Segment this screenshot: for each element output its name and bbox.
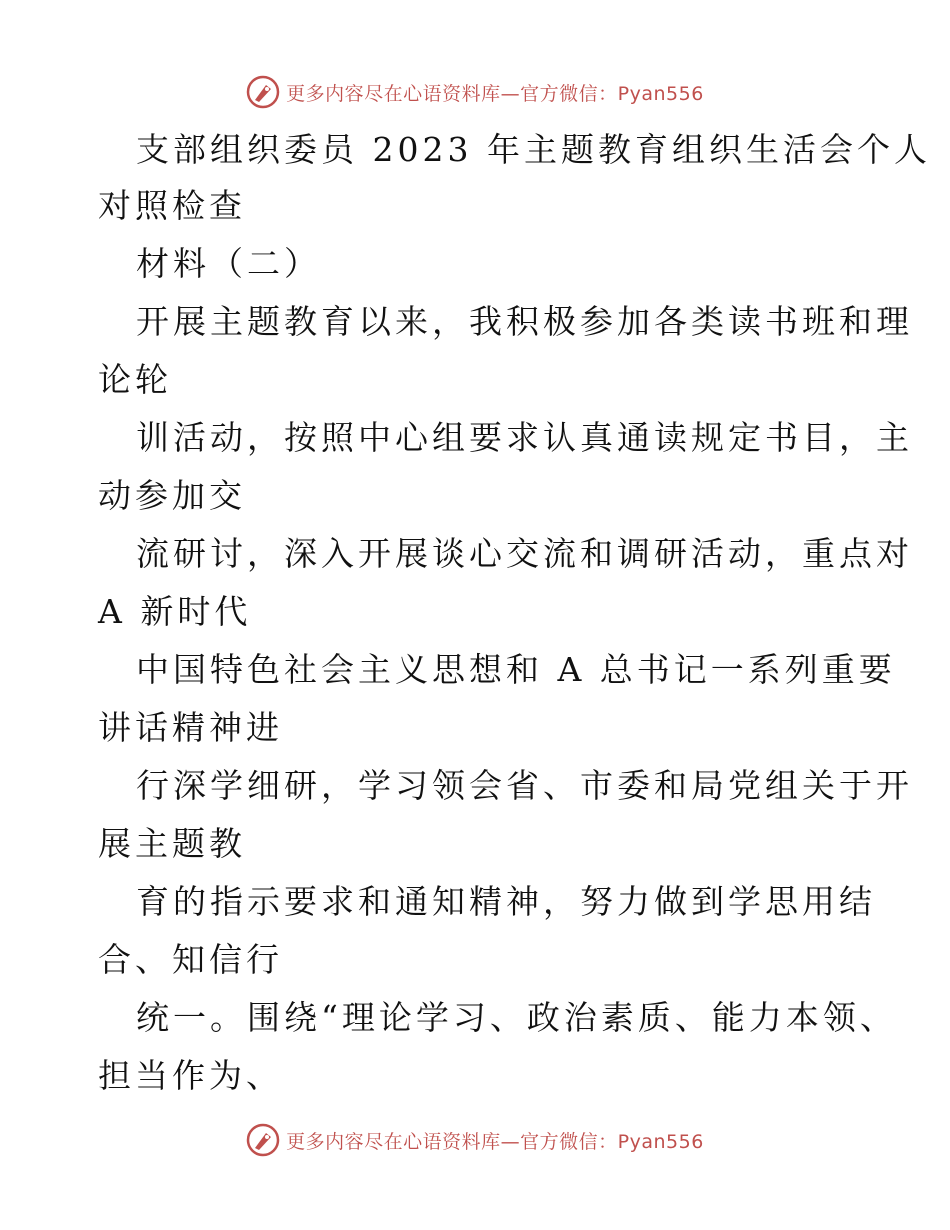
doc-line-title-3: 材料（二） [136,244,321,283]
doc-line: 合、知信行 [98,940,283,979]
wechat-id: Pyan556 [617,1130,704,1153]
doc-line: 担当作为、 [98,1056,283,1095]
doc-line: A 新时代 [98,592,252,631]
pen-nib-logo-icon [246,1123,280,1157]
pen-nib-logo-icon [246,75,280,109]
header-watermark [0,72,950,112]
doc-line-title-1: 支部组织委员 2023 年主题教育组织生活会个人 [136,130,931,169]
doc-line: 育的指示要求和通知精神，努力做到学思用结 [136,882,876,921]
doc-line: 流研讨，深入开展谈心交流和调研活动，重点对 [136,534,913,573]
watermark-text: 更多内容尽在心语资料库—官方微信：Pyan556 [286,1130,704,1153]
doc-line: 统一。围绕“理论学习、政治素质、能力本领、 [136,998,897,1037]
watermark-text: 更多内容尽在心语资料库—官方微信：Pyan556 [286,82,704,105]
doc-line: 开展主题教育以来，我积极参加各类读书班和理 [136,302,913,341]
doc-line-title-2: 对照检查 [98,186,246,225]
doc-line: 论轮 [98,360,172,399]
wechat-id: Pyan556 [617,82,704,105]
doc-line: 中国特色社会主义思想和 A 总书记一系列重要 [136,650,896,689]
footer-watermark [0,1120,950,1160]
doc-line: 动参加交 [98,476,246,515]
watermark-group [246,1123,704,1157]
watermark-group [246,75,704,109]
doc-line: 展主题教 [98,824,246,863]
doc-line: 讲话精神进 [98,708,283,747]
doc-line: 行深学细研，学习领会省、市委和局党组关于开 [136,766,913,805]
doc-line: 训活动，按照中心组要求认真通读规定书目，主 [136,418,913,457]
